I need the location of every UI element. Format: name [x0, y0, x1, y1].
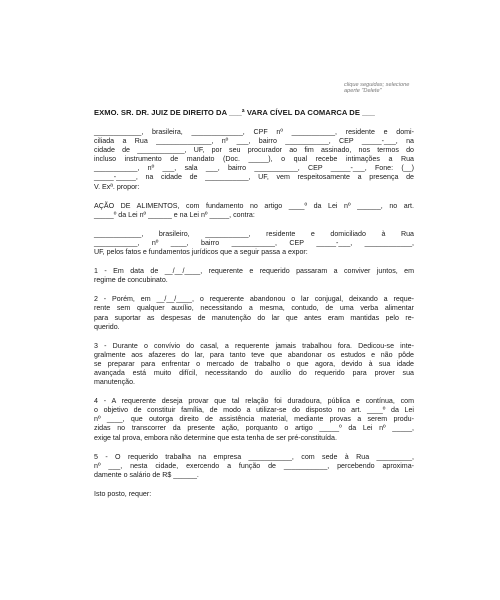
- paragraph-qualificacao-requerido: [94, 230, 414, 257]
- text-line: cidade de ____________, UF, por seu procurador ao fim assinado, nos termos do: [94, 146, 414, 155]
- text-line: zidas no transcorrer da presente ação, porquanto o artigo _____º da Lei nº _____,: [94, 424, 414, 433]
- text-line: _____-_____, na cidade de ___________, UF, vem respeitosamente a presença de: [94, 173, 414, 182]
- note-line: clique seguidas; selecione: [344, 82, 410, 88]
- text-line: ciliada a Rua ______________, nº ___, bairro ___________, CEP _____-___, na: [94, 137, 414, 146]
- text-line: se preparar para enfrentar o mercado de trabalho o que agora, devido à sua idade: [94, 359, 414, 368]
- paragraph-item-1: [94, 267, 414, 285]
- text-line: 1 - Em data de __/__/____, requerente e requerido passaram a conviver juntos, em: [94, 267, 414, 276]
- text-line: V. Exª. propor:: [94, 182, 140, 191]
- document-title: EXMO. SR. DR. JUIZ DE DIREITO DA ___ª VARA CÍVEL DA COMARCA DE ___: [94, 108, 375, 117]
- text-line: ___________, nº ___, sala ___, bairro ___________, CEP _____-___, Fone: (__): [94, 164, 414, 173]
- text-line: 5 - O requerido trabalha na empresa ___________, com sede à Rua _________,: [94, 452, 414, 461]
- text-line: querido.: [94, 322, 120, 331]
- text-line: ____________, brasileira, _____________, CPF nº ___________, residente e domi-: [94, 128, 414, 136]
- text-line: exige tal prova, embora não determine que esta tenha de ser pré-constituída.: [94, 433, 337, 442]
- text-line: ____________, brasileiro, ___________, residente e domiciliado à Rua: [94, 229, 414, 238]
- text-line: Isto posto, requer:: [94, 489, 152, 498]
- paragraph-qualificacao-requerente: [94, 128, 414, 192]
- paragraph-pedido: [94, 490, 414, 499]
- text-line: ___________, nº ____, bairro ___________, CEP _____-___, ____________,: [94, 238, 414, 247]
- text-line: nº ____, que outorga direito de assistência material, mediante provas a serem produ-: [94, 415, 414, 424]
- instruction-note: [344, 82, 420, 95]
- text-line: incluso instrumento de mandato (Doc. _____), o qual recebe intimações a Rua: [94, 155, 414, 164]
- text-line: 2 - Porém, em __/__/____, o requerente abandonou o lar conjugal, deixando a reque-: [94, 295, 414, 304]
- paragraph-item-3: [94, 342, 414, 387]
- document-body: [94, 128, 414, 509]
- paragraph-item-4: [94, 397, 414, 442]
- text-line: o objetivo de constituir família, de modo a utilizar-se do disposto no art. ____º da Lei: [94, 406, 414, 415]
- paragraph-item-2: [94, 295, 414, 331]
- paragraph-item-5: [94, 453, 414, 480]
- paragraph-acao: [94, 202, 414, 220]
- text-line: nº ___, nesta cidade, exercendo a função de ___________, percebendo aproxima-: [94, 461, 414, 470]
- text-line: regime de concubinato.: [94, 276, 168, 285]
- text-line: avançada está muito difícil, necessitando do auxílio do requerido para prover sua: [94, 368, 414, 377]
- text-line: rente sem qualquer auxílio, necessitando a mesma, contudo, de uma verba alimentar: [94, 304, 414, 313]
- text-line: para suportar as despesas de manutenção do lar que antes eram mantidas pelo re-: [94, 313, 414, 322]
- text-line: 3 - Durante o convívio do casal, a requerente jamais trabalhou fora. Dedicou-se inte-: [94, 341, 414, 350]
- text-line: _____º da Lei nº ______ e na Lei nº _____, contra:: [94, 210, 255, 219]
- text-line: damente o salário de R$ ______.: [94, 470, 199, 479]
- text-line: gralmente aos afazeres do lar, para tanto teve que abandonar os estudos e não pôde: [94, 350, 414, 359]
- text-line: AÇÃO DE ALIMENTOS, com fundamento no artigo ____º da Lei nº ______, no art.: [94, 201, 414, 210]
- note-line: aperte "Delete": [344, 88, 382, 95]
- text-line: 4 - A requerente deseja provar que tal relação foi duradoura, pública e contínua, com: [94, 397, 414, 406]
- text-line: manutenção.: [94, 378, 136, 387]
- text-line: UF, pelos fatos e fundamentos jurídicos que a seguir passa a expor:: [94, 248, 308, 257]
